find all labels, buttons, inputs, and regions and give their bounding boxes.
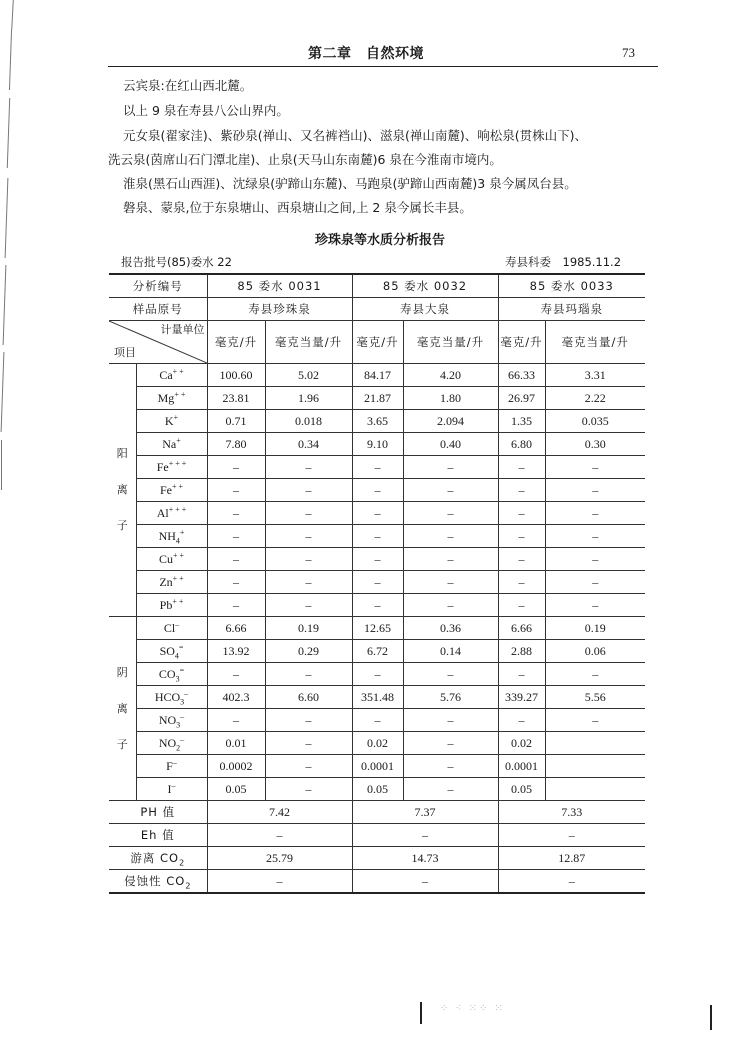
- summary-label-subscript: 2: [179, 857, 186, 867]
- ion-charge: + +: [172, 596, 184, 606]
- value-meq-per-l: 0.19: [545, 617, 645, 640]
- value-mg-per-l: –: [207, 548, 265, 571]
- ion-symbol: Fe: [159, 482, 172, 497]
- ion-name: [136, 479, 207, 502]
- ion-charge: –: [172, 757, 177, 767]
- unit-mg-per-l: 毫克/升: [352, 321, 403, 364]
- summary-value: –: [498, 870, 645, 894]
- value-mg-per-l: –: [498, 502, 545, 525]
- value-mg-per-l: –: [207, 456, 265, 479]
- value-meq-per-l: –: [545, 502, 645, 525]
- value-meq-per-l: –: [403, 594, 498, 617]
- page-number: 73: [622, 45, 635, 60]
- group-char: 子: [116, 737, 128, 751]
- summary-value: 7.37: [352, 801, 498, 824]
- group-char: 阳: [116, 447, 128, 460]
- value-mg-per-l: 339.27: [498, 686, 545, 709]
- value-meq-per-l: 0.34: [265, 433, 352, 456]
- scan-smudge: ⁘ ⁖ ⁙⁘ ⁙: [440, 1003, 505, 1014]
- value-meq-per-l: 0.40: [403, 433, 498, 456]
- value-meq-per-l: 5.56: [545, 686, 645, 709]
- ion-symbol: Mg: [157, 390, 175, 405]
- cation-row: [109, 502, 645, 525]
- chapter-title: 第二章 自然环境: [308, 46, 424, 62]
- scan-margin-line: [11, 0, 14, 30]
- value-meq-per-l: 6.60: [265, 686, 352, 709]
- value-meq-per-l: 5.76: [403, 686, 498, 709]
- cation-group-label: [109, 364, 136, 617]
- summary-label: [109, 870, 207, 894]
- ion-subscript: 2: [176, 742, 181, 752]
- scan-mark: [710, 1005, 712, 1030]
- value-mg-per-l: 0.01: [207, 732, 265, 755]
- ion-charge: –: [180, 734, 185, 744]
- anion-row: [109, 640, 645, 663]
- summary-value: –: [352, 870, 498, 894]
- value-meq-per-l: –: [403, 456, 498, 479]
- value-mg-per-l: 0.05: [352, 778, 403, 801]
- value-meq-per-l: –: [403, 548, 498, 571]
- value-meq-per-l: –: [265, 548, 352, 571]
- issuer-date: 寿县科委 1985.11.2: [505, 255, 622, 269]
- value-meq-per-l: 3.31: [545, 364, 645, 387]
- ion-charge: + +: [172, 550, 185, 560]
- summary-value: 25.79: [207, 847, 352, 870]
- anion-group-label: [109, 617, 136, 801]
- value-mg-per-l: –: [352, 571, 403, 594]
- value-meq-per-l: –: [545, 479, 645, 502]
- ion-charge: + +: [171, 481, 184, 491]
- value-meq-per-l: 0.29: [265, 640, 352, 663]
- ion-charge: + +: [174, 389, 186, 399]
- ion-name: [136, 387, 207, 410]
- ion-symbol: I: [167, 781, 172, 796]
- value-mg-per-l: 2.88: [498, 640, 545, 663]
- ion-name: [136, 364, 207, 387]
- summary-label-text: 侵蚀性 CO: [124, 873, 186, 888]
- anion-row: [109, 709, 645, 732]
- anion-row: [109, 732, 645, 755]
- value-mg-per-l: 9.10: [352, 433, 403, 456]
- ion-symbol: Pb: [159, 597, 173, 612]
- ion-symbol: Cl: [163, 620, 176, 635]
- ion-symbol: F: [166, 758, 173, 773]
- value-mg-per-l: 6.80: [498, 433, 545, 456]
- group-char: 子: [116, 519, 128, 532]
- unit-meq-per-l: 毫克当量/升: [265, 321, 352, 364]
- sample-name: 寿县玛瑙泉: [498, 298, 645, 321]
- summary-value: –: [352, 824, 498, 847]
- ion-name: [136, 663, 207, 686]
- value-mg-per-l: –: [352, 502, 403, 525]
- value-meq-per-l: –: [403, 755, 498, 778]
- value-mg-per-l: –: [352, 456, 403, 479]
- value-meq-per-l: –: [265, 502, 352, 525]
- ion-symbol: HCO: [154, 689, 181, 704]
- ion-charge: –: [175, 619, 180, 629]
- value-meq-per-l: –: [545, 525, 645, 548]
- value-mg-per-l: –: [352, 479, 403, 502]
- value-mg-per-l: –: [498, 594, 545, 617]
- ion-subscript: 4: [174, 650, 179, 660]
- value-meq-per-l: 0.018: [265, 410, 352, 433]
- value-mg-per-l: –: [498, 663, 545, 686]
- value-meq-per-l: 4.20: [403, 364, 498, 387]
- unit-meq-per-l: 毫克当量/升: [545, 321, 645, 364]
- unit-mg-per-l: 毫克/升: [207, 321, 265, 364]
- ion-symbol: Fe: [156, 459, 169, 474]
- ion-name: [136, 755, 207, 778]
- ion-name: [136, 640, 207, 663]
- ion-charge: =: [179, 665, 185, 675]
- summary-label-subscript: 2: [185, 880, 192, 890]
- value-mg-per-l: –: [207, 525, 265, 548]
- ion-name: [136, 525, 207, 548]
- summary-row: [109, 824, 645, 847]
- value-mg-per-l: 6.72: [352, 640, 403, 663]
- cation-row: [109, 594, 645, 617]
- diagonal-header: [109, 321, 207, 363]
- value-meq-per-l: –: [545, 663, 645, 686]
- value-mg-per-l: –: [498, 709, 545, 732]
- value-mg-per-l: 0.05: [498, 778, 545, 801]
- value-mg-per-l: 0.0001: [498, 755, 545, 778]
- ion-name: [136, 686, 207, 709]
- value-meq-per-l: –: [265, 732, 352, 755]
- value-meq-per-l: –: [265, 456, 352, 479]
- unit-mg-per-l: 毫克/升: [498, 321, 545, 364]
- summary-label-text: 游离 CO: [130, 850, 180, 865]
- anion-row: [109, 686, 645, 709]
- summary-value: –: [207, 870, 352, 894]
- value-mg-per-l: –: [352, 663, 403, 686]
- ion-charge: + +: [172, 573, 184, 583]
- ion-name: [136, 410, 207, 433]
- row-analysis-no: [109, 274, 645, 298]
- paragraph: 淮泉(黑石山西涯)、沈绿泉(驴蹄山东麓)、马跑泉(驴蹄山西南麓)3 泉今属凤台县。: [123, 176, 577, 191]
- cation-row: [109, 525, 645, 548]
- summary-row: [109, 801, 645, 824]
- summary-label: [109, 847, 207, 870]
- cation-row: [109, 410, 645, 433]
- scan-margin-line: [7, 98, 10, 168]
- value-mg-per-l: 21.87: [352, 387, 403, 410]
- analysis-no: 85 委水 0032: [352, 274, 498, 298]
- value-meq-per-l: –: [403, 502, 498, 525]
- value-mg-per-l: 3.65: [352, 410, 403, 433]
- value-mg-per-l: 6.66: [207, 617, 265, 640]
- value-meq-per-l: –: [545, 709, 645, 732]
- ion-symbol: Al: [156, 505, 169, 520]
- value-mg-per-l: –: [207, 479, 265, 502]
- value-mg-per-l: –: [498, 479, 545, 502]
- scan-mark: [420, 1002, 422, 1024]
- water-quality-table: [109, 273, 645, 894]
- summary-value: –: [207, 824, 352, 847]
- ion-subscript: 3: [175, 673, 180, 683]
- row-sample-name: [109, 298, 645, 321]
- summary-row: [109, 847, 645, 870]
- value-mg-per-l: 84.17: [352, 364, 403, 387]
- ion-symbol: NH: [158, 528, 176, 543]
- ion-name: [136, 594, 207, 617]
- header-rule: [108, 66, 658, 67]
- ion-charge: –: [180, 711, 185, 721]
- value-mg-per-l: 13.92: [207, 640, 265, 663]
- value-mg-per-l: 1.35: [498, 410, 545, 433]
- value-meq-per-l: –: [545, 548, 645, 571]
- ion-name: [136, 433, 207, 456]
- value-mg-per-l: 12.65: [352, 617, 403, 640]
- analysis-no: 85 委水 0033: [498, 274, 645, 298]
- summary-label: PH 值: [109, 801, 207, 824]
- sample-name: 寿县珍珠泉: [207, 298, 352, 321]
- value-mg-per-l: 7.80: [207, 433, 265, 456]
- value-mg-per-l: 23.81: [207, 387, 265, 410]
- value-mg-per-l: 26.97: [498, 387, 545, 410]
- value-meq-per-l: 0.035: [545, 410, 645, 433]
- ion-charge: –: [184, 688, 189, 698]
- value-meq-per-l: [545, 732, 645, 755]
- anion-row: [109, 617, 645, 640]
- ion-name: [136, 456, 207, 479]
- cation-row: [109, 433, 645, 456]
- ion-symbol: K: [164, 413, 174, 428]
- value-meq-per-l: –: [265, 594, 352, 617]
- value-mg-per-l: –: [498, 548, 545, 571]
- value-meq-per-l: 0.14: [403, 640, 498, 663]
- summary-value: 14.73: [352, 847, 498, 870]
- scan-margin-line: [1, 440, 2, 490]
- value-meq-per-l: 0.06: [545, 640, 645, 663]
- ion-name: [136, 732, 207, 755]
- analysis-no: 85 委水 0031: [207, 274, 352, 298]
- row-units: [109, 321, 645, 364]
- value-meq-per-l: –: [403, 663, 498, 686]
- value-mg-per-l: –: [207, 594, 265, 617]
- ion-charge: +: [179, 527, 185, 537]
- diagonal-header-cell: [109, 321, 207, 364]
- value-meq-per-l: 1.80: [403, 387, 498, 410]
- ion-name: [136, 548, 207, 571]
- value-meq-per-l: 1.96: [265, 387, 352, 410]
- table-title: 珍珠泉等水质分析报告: [314, 233, 445, 248]
- paragraph: 云宾泉:在红山西北麓。: [123, 78, 253, 93]
- value-mg-per-l: 0.0002: [207, 755, 265, 778]
- value-mg-per-l: 6.66: [498, 617, 545, 640]
- value-meq-per-l: –: [265, 709, 352, 732]
- ion-charge: =: [178, 642, 184, 652]
- value-mg-per-l: 351.48: [352, 686, 403, 709]
- ion-name: [136, 571, 207, 594]
- value-mg-per-l: –: [207, 709, 265, 732]
- row-label: 样品原号: [109, 298, 207, 321]
- value-meq-per-l: –: [403, 778, 498, 801]
- ion-charge: + + +: [168, 458, 187, 468]
- ion-symbol: CO: [158, 666, 176, 681]
- value-mg-per-l: –: [498, 456, 545, 479]
- value-meq-per-l: 2.094: [403, 410, 498, 433]
- value-meq-per-l: –: [265, 778, 352, 801]
- ion-name: [136, 502, 207, 525]
- cation-row: [109, 479, 645, 502]
- value-mg-per-l: –: [352, 594, 403, 617]
- cation-row: [109, 364, 645, 387]
- anion-row: [109, 755, 645, 778]
- summary-row: [109, 870, 645, 894]
- ion-name: [136, 617, 207, 640]
- paragraph: 洗云泉(茵席山石门潭北崖)、止泉(天马山东南麓)6 泉在今淮南市境内。: [108, 152, 502, 167]
- scan-margin-line: [5, 178, 9, 258]
- ion-symbol: Ca: [159, 367, 173, 382]
- row-label: 分析编号: [109, 274, 207, 298]
- summary-label: Eh 值: [109, 824, 207, 847]
- scan-margin-line: [9, 30, 12, 90]
- summary-value: 7.42: [207, 801, 352, 824]
- paragraph: 元女泉(翟家洼)、紫砂泉(禅山、又名裤裆山)、滋泉(禅山南麓)、响松泉(贯株山下)、: [123, 128, 588, 143]
- value-mg-per-l: –: [498, 571, 545, 594]
- value-meq-per-l: –: [403, 571, 498, 594]
- value-mg-per-l: 0.05: [207, 778, 265, 801]
- value-meq-per-l: [545, 755, 645, 778]
- running-header: [100, 40, 660, 64]
- paragraph: 以上 9 泉在寿县八公山界内。: [123, 103, 289, 118]
- value-meq-per-l: –: [265, 755, 352, 778]
- report-number: 报告批号(85)委水 22: [121, 255, 232, 269]
- value-mg-per-l: 100.60: [207, 364, 265, 387]
- value-meq-per-l: 0.30: [545, 433, 645, 456]
- ion-symbol: NO: [158, 735, 177, 750]
- cation-row: [109, 456, 645, 479]
- item-label: 项目: [114, 346, 136, 359]
- ion-symbol: NO: [158, 712, 177, 727]
- value-meq-per-l: 0.36: [403, 617, 498, 640]
- paragraph: 磐泉、蒙泉,位于东泉塘山、西泉塘山之间,上 2 泉今属长丰县。: [123, 200, 472, 215]
- unit-meq-per-l: 毫克当量/升: [403, 321, 498, 364]
- summary-value: 7.33: [498, 801, 645, 824]
- group-char: 阴: [116, 665, 128, 679]
- value-meq-per-l: –: [265, 525, 352, 548]
- value-mg-per-l: –: [498, 525, 545, 548]
- sample-name: 寿县大泉: [352, 298, 498, 321]
- value-meq-per-l: –: [545, 594, 645, 617]
- group-char: 离: [116, 483, 128, 496]
- value-mg-per-l: –: [207, 663, 265, 686]
- summary-value: –: [498, 824, 645, 847]
- ion-charge: + +: [172, 366, 184, 376]
- value-meq-per-l: –: [545, 571, 645, 594]
- value-meq-per-l: 0.19: [265, 617, 352, 640]
- value-mg-per-l: 402.3: [207, 686, 265, 709]
- value-meq-per-l: [545, 778, 645, 801]
- unit-label: 计量单位: [160, 323, 205, 336]
- ion-charge: + + +: [168, 504, 187, 514]
- summary-value: 12.87: [498, 847, 645, 870]
- value-meq-per-l: –: [545, 456, 645, 479]
- value-mg-per-l: 66.33: [498, 364, 545, 387]
- ion-subscript: 3: [176, 719, 181, 729]
- ion-name: [136, 778, 207, 801]
- ion-charge: +: [173, 412, 179, 422]
- cation-row: [109, 571, 645, 594]
- value-meq-per-l: 2.22: [545, 387, 645, 410]
- ion-symbol: SO: [159, 643, 175, 658]
- anion-row: [109, 663, 645, 686]
- cation-row: [109, 387, 645, 410]
- value-meq-per-l: –: [403, 709, 498, 732]
- cation-row: [109, 548, 645, 571]
- value-mg-per-l: –: [207, 502, 265, 525]
- value-mg-per-l: –: [207, 571, 265, 594]
- scan-margin-line: [1, 352, 5, 432]
- anion-row: [109, 778, 645, 801]
- ion-symbol: Zn: [159, 574, 173, 589]
- value-mg-per-l: 0.02: [498, 732, 545, 755]
- value-mg-per-l: 0.02: [352, 732, 403, 755]
- value-meq-per-l: –: [403, 479, 498, 502]
- value-meq-per-l: –: [403, 525, 498, 548]
- value-meq-per-l: –: [265, 479, 352, 502]
- ion-charge: +: [176, 435, 181, 445]
- value-mg-per-l: –: [352, 525, 403, 548]
- value-meq-per-l: –: [265, 571, 352, 594]
- ion-subscript: 3: [180, 696, 185, 706]
- ion-symbol: Na: [162, 436, 177, 451]
- ion-symbol: Cu: [158, 551, 173, 566]
- value-mg-per-l: 0.71: [207, 410, 265, 433]
- ion-subscript: 4: [175, 535, 180, 545]
- value-meq-per-l: –: [403, 732, 498, 755]
- value-mg-per-l: 0.0001: [352, 755, 403, 778]
- group-char: 离: [116, 701, 128, 715]
- ion-charge: –: [171, 780, 176, 790]
- scan-margin-line: [3, 265, 7, 345]
- value-meq-per-l: 5.02: [265, 364, 352, 387]
- ion-name: [136, 709, 207, 732]
- value-mg-per-l: –: [352, 548, 403, 571]
- value-meq-per-l: –: [265, 663, 352, 686]
- value-mg-per-l: –: [352, 709, 403, 732]
